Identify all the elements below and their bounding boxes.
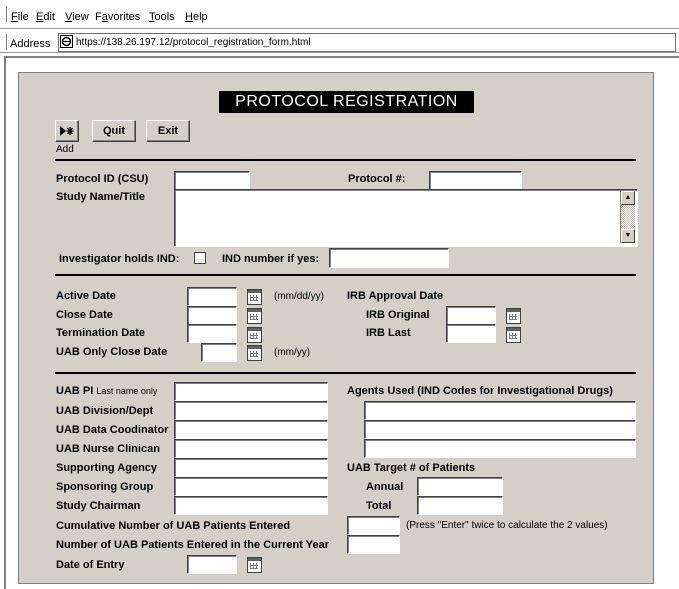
uab-division-label: UAB Division/Dept <box>56 405 154 417</box>
calendar-icon[interactable] <box>247 308 262 324</box>
divider <box>55 274 636 276</box>
form-title: PROTOCOL REGISTRATION <box>219 91 474 113</box>
ind-number-input[interactable] <box>329 248 449 268</box>
sponsoring-group-input[interactable] <box>174 477 328 496</box>
study-chairman-label: Study Chairman <box>56 500 141 512</box>
month-format-hint: (mm/yy) <box>274 347 311 358</box>
agent-input-2[interactable] <box>364 420 636 439</box>
protocol-number-label: Protocol #: <box>348 173 406 185</box>
calendar-icon[interactable] <box>506 327 521 343</box>
agent-input-3[interactable] <box>364 439 636 458</box>
scroll-up-icon[interactable]: ▲ <box>621 191 635 205</box>
uab-division-input[interactable] <box>174 401 328 420</box>
add-label: Add <box>56 144 74 155</box>
uab-nurse-input[interactable] <box>174 439 328 458</box>
irb-last-input[interactable] <box>446 324 496 343</box>
toolbar-grip <box>3 34 7 50</box>
date-of-entry-input[interactable] <box>187 555 237 574</box>
menu-view[interactable]: View <box>65 11 89 23</box>
calendar-icon[interactable] <box>506 308 521 324</box>
add-record-button[interactable] <box>55 120 79 142</box>
protocol-id-label: Protocol ID (CSU) <box>56 173 149 185</box>
menu-file[interactable]: File <box>11 11 29 23</box>
study-name-scrollbar[interactable] <box>620 191 635 243</box>
cumulative-input[interactable] <box>347 516 400 535</box>
close-date-input[interactable] <box>187 306 237 325</box>
address-label: Address <box>10 38 51 50</box>
add-record-icon <box>58 124 76 138</box>
supporting-agency-label: Supporting Agency <box>56 462 158 474</box>
supporting-agency-input[interactable] <box>174 458 328 477</box>
protocol-id-input[interactable] <box>174 171 250 190</box>
target-patients-label: UAB Target # of Patients <box>347 462 476 474</box>
irb-approval-label: IRB Approval Date <box>347 290 444 302</box>
menu-edit[interactable]: Edit <box>36 11 55 23</box>
divider <box>55 159 636 161</box>
divider <box>55 372 636 374</box>
annual-label: Annual <box>366 481 404 493</box>
calendar-icon[interactable] <box>247 345 262 361</box>
scroll-down-icon[interactable]: ▼ <box>621 229 635 243</box>
menu-favorites[interactable]: Favorites <box>95 11 141 23</box>
calendar-icon[interactable] <box>247 557 262 573</box>
irb-original-input[interactable] <box>446 306 496 325</box>
calendar-icon[interactable] <box>247 327 262 343</box>
menu-bar <box>0 0 679 29</box>
annual-input[interactable] <box>417 477 503 496</box>
menu-help[interactable]: Help <box>185 11 208 23</box>
cumulative-label: Cumulative Number of UAB Patients Entered <box>56 520 291 532</box>
uab-data-coordinator-input[interactable] <box>174 420 328 439</box>
sponsoring-group-label: Sponsoring Group <box>56 481 154 493</box>
quit-button[interactable]: Quit <box>92 120 136 142</box>
agent-input-1[interactable] <box>364 401 636 420</box>
close-date-label: Close Date <box>56 309 113 321</box>
irb-last-label: IRB Last <box>366 327 411 339</box>
study-name-textarea[interactable] <box>174 189 638 247</box>
protocol-number-input[interactable] <box>429 171 522 190</box>
study-chairman-input[interactable] <box>174 496 328 515</box>
irb-original-label: IRB Original <box>366 309 430 321</box>
active-date-input[interactable] <box>187 287 237 306</box>
uab-data-coordinator-label: UAB Data Coodinator <box>56 424 169 436</box>
uab-only-close-date-input[interactable] <box>201 343 237 362</box>
address-bar <box>0 30 679 53</box>
toolbar-grip <box>3 6 7 22</box>
termination-date-label: Termination Date <box>56 327 146 339</box>
termination-date-input[interactable] <box>187 324 237 343</box>
uab-pi-input[interactable] <box>174 382 328 401</box>
page-icon <box>60 35 73 48</box>
calendar-icon[interactable] <box>247 289 262 305</box>
current-year-label: Number of UAB Patients Entered in the Current Year <box>56 539 330 551</box>
press-enter-hint: (Press "Enter" twice to calculate the 2 values) <box>406 520 608 531</box>
uab-nurse-label: UAB Nurse Clinican <box>56 443 160 455</box>
address-url: https://138.26.197.12/protocol_registration_form.html <box>76 37 311 48</box>
date-of-entry-label: Date of Entry <box>56 559 125 571</box>
total-input[interactable] <box>417 496 503 515</box>
menu-tools[interactable]: Tools <box>149 11 175 23</box>
ind-number-label: IND number if yes: <box>222 253 320 265</box>
ind-holds-label: Investigator holds IND: <box>59 253 180 265</box>
active-date-label: Active Date <box>56 290 116 302</box>
agents-used-label: Agents Used (IND Codes for Investigational Drugs) <box>347 385 613 397</box>
uab-pi-label: UAB PI Last name only <box>56 385 158 397</box>
ind-holds-checkbox[interactable] <box>194 252 206 264</box>
current-year-input[interactable] <box>347 535 400 554</box>
scroll-track[interactable] <box>621 205 635 229</box>
total-label: Total <box>366 500 392 512</box>
date-format-hint: (mm/dd/yy) <box>274 291 324 302</box>
exit-button[interactable]: Exit <box>146 120 190 142</box>
study-name-label: Study Name/Title <box>56 191 146 203</box>
uab-only-close-date-label: UAB Only Close Date <box>56 346 168 358</box>
